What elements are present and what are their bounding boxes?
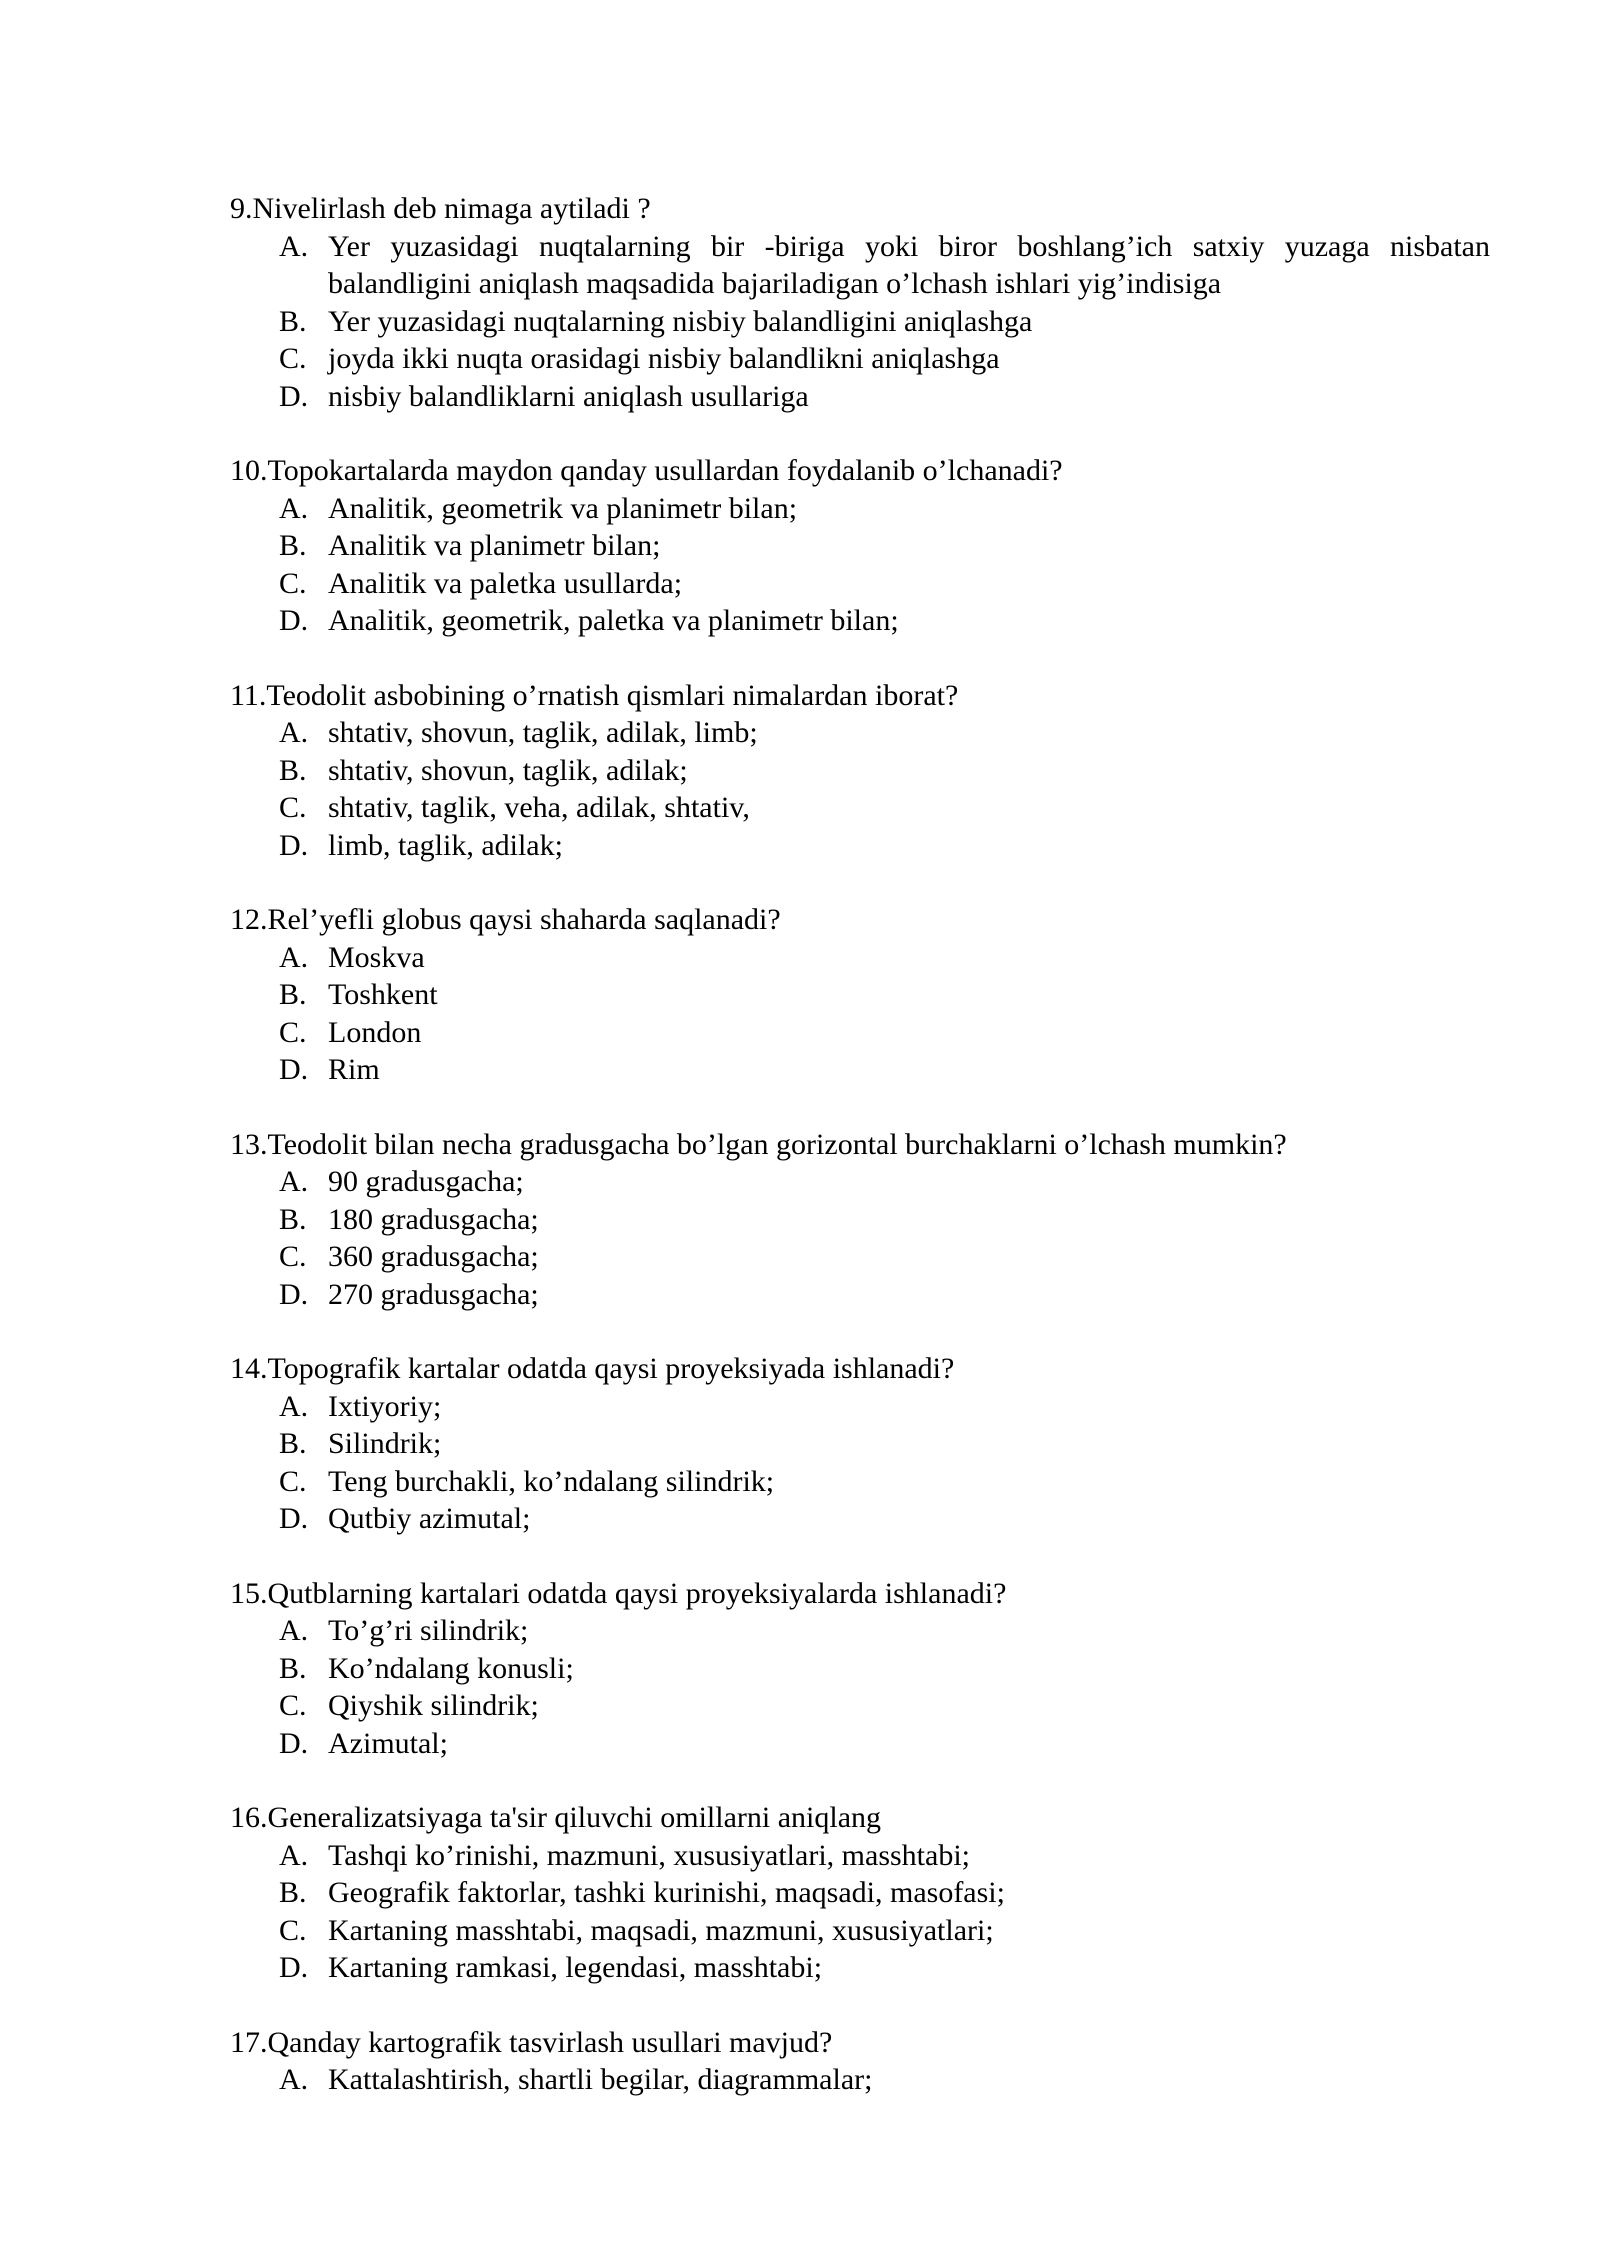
option-text: Kattalashtirish, shartli begilar, diagrammalar; [328, 2063, 873, 2096]
option-text: Silindrik; [328, 1427, 442, 1460]
answer-option [230, 1388, 1490, 1426]
question-block [230, 901, 1490, 1089]
option-text: limb, taglik, adilak; [328, 828, 563, 862]
option-letter: D. [279, 1053, 309, 1086]
question-block [230, 1799, 1490, 1987]
answer-option [230, 1612, 1490, 1650]
option-letter: A. [279, 1614, 309, 1647]
option-letter: B. [279, 1876, 307, 1909]
answer-option [230, 1912, 1490, 1950]
answer-option [230, 827, 1490, 865]
answer-option [230, 1463, 1490, 1501]
option-text: Kartaning masshtabi, maqsadi, mazmuni, xususiyatlari; [328, 1913, 994, 1947]
answer-option [230, 340, 1490, 378]
option-letter: C. [279, 566, 307, 600]
option-letter: B. [279, 1651, 307, 1685]
option-letter: D. [279, 604, 309, 637]
question-text: 9.Nivelirlash deb nimaga aytiladi ? [230, 192, 651, 225]
document-page [230, 190, 1490, 2136]
option-text: Analitik, geometrik, paletka va planimetr bilan; [328, 604, 899, 637]
question-block [230, 1126, 1490, 1314]
option-text: Kartaning ramkasi, legendasi, masshtabi; [328, 1951, 823, 1984]
option-text: 360 gradusgacha; [328, 1240, 539, 1273]
option-text: Analitik va planimetr bilan; [328, 529, 661, 562]
option-letter: A. [279, 229, 309, 263]
option-letter: B. [279, 978, 307, 1011]
answer-option [230, 303, 1490, 341]
option-letter: A. [279, 1838, 309, 1872]
answer-option [230, 1725, 1490, 1763]
option-letter: A. [279, 1165, 309, 1198]
question-block [230, 190, 1490, 415]
question-text: 11.Teodolit asbobining o’rnatish qismlari nimalardan iborat? [230, 678, 959, 712]
option-text: Toshkent [328, 978, 438, 1011]
answer-option [230, 714, 1490, 752]
option-letter: B. [279, 304, 307, 338]
answer-option [230, 2061, 1490, 2099]
answer-option [230, 1949, 1490, 1987]
option-letter: A. [279, 716, 309, 749]
option-text: Azimutal; [328, 1726, 448, 1760]
answer-option [230, 1051, 1490, 1089]
answer-option [230, 1500, 1490, 1538]
question-block [230, 452, 1490, 640]
answer-option [230, 1276, 1490, 1314]
answer-option [230, 1650, 1490, 1688]
answer-option [230, 565, 1490, 603]
option-text: Yer yuzasidagi nuqtalarning nisbiy balandligini aniqlashga [328, 304, 1033, 338]
option-text: joyda ikki nuqta orasidagi nisbiy balandlikni aniqlashga [328, 342, 1000, 375]
answer-option [230, 1201, 1490, 1239]
option-text: Geografik faktorlar, tashki kurinishi, maqsadi, masofasi; [328, 1876, 1005, 1909]
option-text: 270 gradusgacha; [328, 1277, 539, 1311]
answer-option [230, 490, 1490, 528]
option-letter: C. [279, 1689, 307, 1722]
option-text: Qiyshik silindrik; [328, 1689, 539, 1722]
question-block [230, 2024, 1490, 2099]
answer-option [230, 976, 1490, 1014]
answer-option [230, 939, 1490, 977]
question-text: 14.Topografik kartalar odatda qaysi proyeksiyada ishlanadi? [230, 1352, 955, 1385]
question-block [230, 1350, 1490, 1538]
option-letter: D. [279, 1951, 309, 1984]
option-letter: C. [279, 342, 307, 375]
answer-option [230, 789, 1490, 827]
answer-option [230, 1014, 1490, 1052]
option-text: Teng burchakli, ko’ndalang silindrik; [328, 1464, 775, 1498]
option-text: Rim [328, 1053, 380, 1086]
answer-option [230, 1874, 1490, 1912]
answer-option [230, 1238, 1490, 1276]
option-text: shtativ, shovun, taglik, adilak; [328, 753, 688, 787]
option-letter: C. [279, 1464, 307, 1498]
option-text: Qutbiy azimutal; [328, 1502, 531, 1535]
option-letter: A. [279, 2063, 309, 2096]
question-text: 15.Qutblarning kartalari odatda qaysi proyeksiyalarda ishlanadi? [230, 1576, 1007, 1610]
option-text: Moskva [328, 940, 425, 974]
option-letter: D. [279, 379, 309, 413]
option-letter: A. [279, 491, 309, 525]
option-text: Tashqi ko’rinishi, mazmuni, xususiyatlari, masshtabi; [328, 1838, 970, 1872]
question-text: 12.Rel’yefli globus qaysi shaharda saqlanadi? [230, 903, 781, 936]
option-text: Analitik va paletka usullarda; [328, 566, 683, 600]
option-letter: A. [279, 1389, 309, 1423]
question-text: 17.Qanday kartografik tasvirlash usullari mavjud? [230, 2025, 833, 2059]
option-text: nisbiy balandliklarni aniqlash usullariga [328, 379, 809, 413]
answer-option [230, 1687, 1490, 1725]
option-letter: B. [279, 1427, 307, 1460]
option-text: shtativ, shovun, taglik, adilak, limb; [328, 716, 758, 749]
option-letter: C. [279, 1240, 307, 1273]
option-letter: D. [279, 1726, 309, 1760]
option-letter: C. [279, 1015, 307, 1049]
option-letter: B. [279, 753, 307, 787]
answer-option [230, 228, 1490, 303]
question-text: 10.Topokartalarda maydon qanday usullardan foydalanib o’lchanadi? [230, 454, 1063, 487]
question-text: 16.Generalizatsiyaga ta'sir qiluvchi omillarni aniqlang [230, 1801, 882, 1834]
option-text: London [328, 1015, 422, 1049]
option-letter: D. [279, 1502, 309, 1535]
option-letter: A. [279, 940, 309, 974]
answer-option [230, 378, 1490, 416]
option-text: To’g’ri silindrik; [328, 1614, 529, 1647]
question-block [230, 1575, 1490, 1763]
question-text: 13.Teodolit bilan necha gradusgacha bo’lgan gorizontal burchaklarni o’lchash mumkin? [230, 1127, 1287, 1161]
option-letter: C. [279, 791, 307, 824]
option-text: Ixtiyoriy; [328, 1389, 442, 1423]
answer-option [230, 527, 1490, 565]
option-letter: D. [279, 1277, 309, 1311]
option-text: Analitik, geometrik va planimetr bilan; [328, 491, 798, 525]
answer-option [230, 1425, 1490, 1463]
option-letter: D. [279, 828, 309, 862]
option-text: shtativ, taglik, veha, adilak, shtativ, [328, 791, 750, 824]
answer-option [230, 1163, 1490, 1201]
option-text: Yer yuzasidagi nuqtalarning bir -biriga yoki biror boshlang’ich satxiy yuzaga nisbatan balandligini aniqlash maqsadida bajariladigan o’lchash ishlari yig’indisiga [328, 229, 1490, 300]
answer-option [230, 752, 1490, 790]
option-text: 90 gradusgacha; [328, 1165, 524, 1198]
question-block [230, 677, 1490, 865]
option-text: 180 gradusgacha; [328, 1202, 539, 1236]
answer-option [230, 602, 1490, 640]
option-letter: B. [279, 529, 307, 562]
answer-option [230, 1837, 1490, 1875]
option-letter: C. [279, 1913, 307, 1947]
option-text: Ko’ndalang konusli; [328, 1651, 574, 1685]
option-letter: B. [279, 1202, 307, 1236]
